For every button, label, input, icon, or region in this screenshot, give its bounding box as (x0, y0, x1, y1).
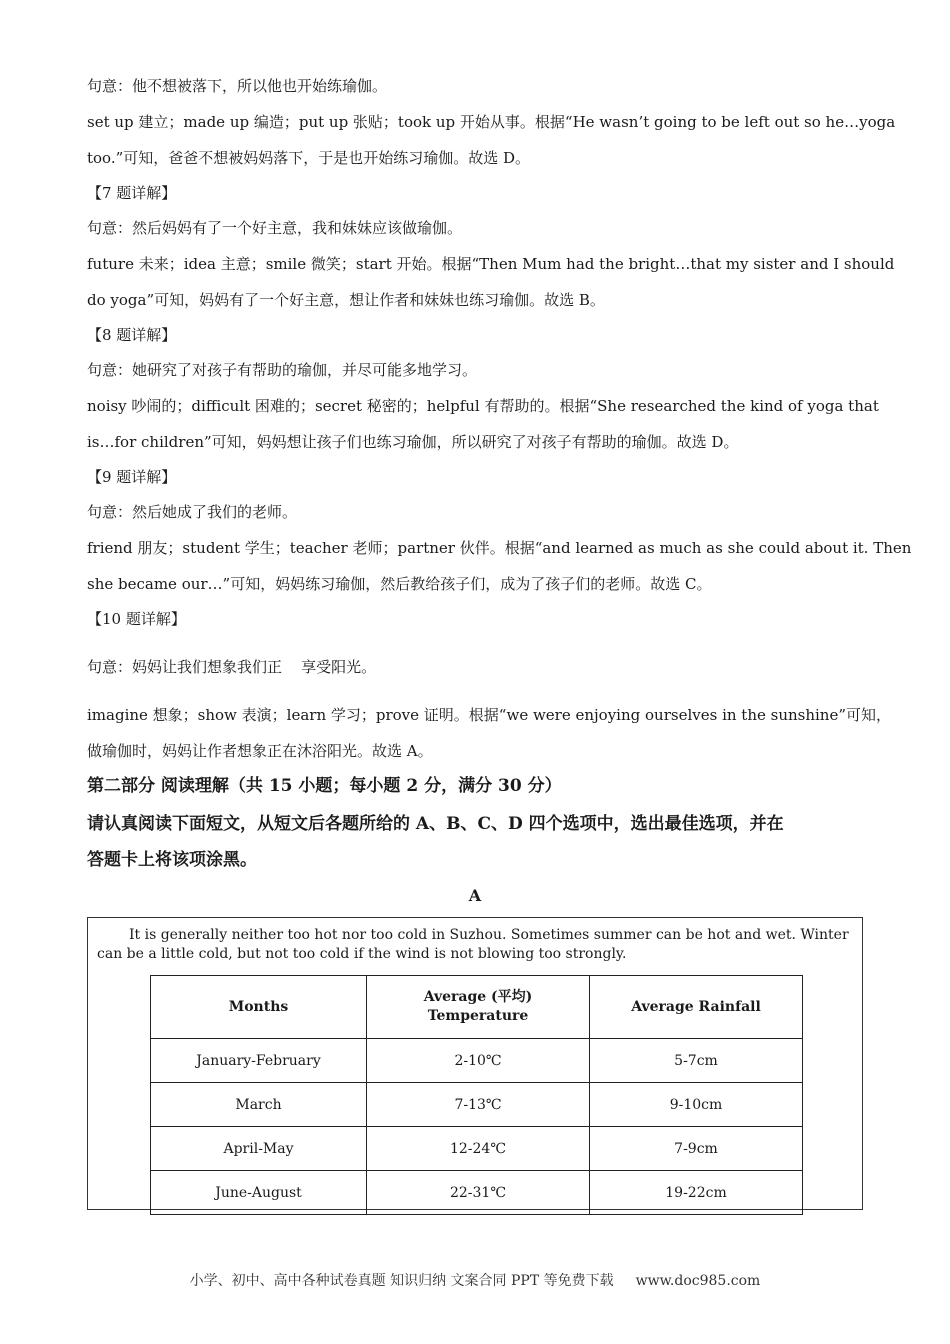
explanation-line: 句意：她研究了对孩子有帮助的瑜伽，并尽可能多地学习。 (87, 361, 478, 379)
section-instruction: 答题卡上将该项涂黑。 (87, 850, 257, 870)
table-row (151, 1171, 803, 1215)
explanation-line: set up 建立；made up 编造；put up 张贴；took up 开始从事。根据“He wasn’t going to be left out so he…yoga (87, 113, 896, 131)
header-months: Months (151, 976, 367, 1039)
cell-rainfall: 9-10cm (590, 1083, 803, 1127)
table-row (151, 1083, 803, 1127)
question-heading-8: 【8 题详解】 (87, 326, 177, 344)
explanation-line: 句意：然后她成了我们的老师。 (87, 503, 298, 521)
footer-site-link[interactable]: www.doc985.com (635, 1273, 761, 1289)
cell-months: March (151, 1083, 367, 1127)
explanation-line: imagine 想象；show 表演；learn 学习；prove 证明。根据“we were enjoying ourselves in the sunshine”可知， (87, 706, 892, 724)
header-rainfall: Average Rainfall (590, 976, 803, 1039)
cell-months: January-February (151, 1039, 367, 1083)
explanation-line: friend 朋友；student 学生；teacher 老师；partner 伙伴。根据“and learned as much as she could about it. Then (87, 539, 912, 557)
explanation-line: is…for children”可知，妈妈想让孩子们也练习瑜伽，所以研究了对孩子有帮助的瑜伽。故选 D。 (87, 433, 739, 451)
cell-months: June-August (151, 1171, 367, 1215)
page-footer (0, 1270, 950, 1290)
cell-temperature: 12-24℃ (367, 1127, 590, 1171)
question-heading-10: 【10 题详解】 (87, 610, 186, 628)
table-row (151, 1127, 803, 1171)
explanation-line: 句意：妈妈让我们想象我们正 享受阳光。 (87, 658, 377, 676)
header-temperature-line2: Temperature (427, 1008, 529, 1024)
explanation-line: too.”可知，爸爸不想被妈妈落下，于是也开始练习瑜伽。故选 D。 (87, 149, 531, 167)
cell-rainfall: 5-7cm (590, 1039, 803, 1083)
section-instruction: 请认真阅读下面短文，从短文后各题所给的 A、B、C、D 四个选项中，选出最佳选项，并在 (87, 814, 784, 834)
passage-intro: It is generally neither too hot nor too cold in Suzhou. Sometimes summer can be hot and wet. Winter can be a little cold, but not too cold if the wind is not blowing too strongly. (97, 927, 849, 962)
explanation-line: she became our…”可知，妈妈练习瑜伽，然后教给孩子们，成为了孩子们的老师。故选 C。 (87, 575, 712, 593)
explanation-line: do yoga”可知，妈妈有了一个好主意，想让作者和妹妹也练习瑜伽。故选 B。 (87, 291, 605, 309)
question-heading-9: 【9 题详解】 (87, 468, 177, 486)
cell-temperature: 22-31℃ (367, 1171, 590, 1215)
cell-temperature: 2-10℃ (367, 1039, 590, 1083)
question-heading-7: 【7 题详解】 (87, 184, 177, 202)
cell-rainfall: 7-9cm (590, 1127, 803, 1171)
explanation-line: 句意：他不想被落下，所以他也开始练瑜伽。 (87, 77, 388, 95)
cell-temperature: 7-13℃ (367, 1083, 590, 1127)
passage-label: A (468, 886, 482, 905)
section-title: 第二部分 阅读理解（共 15 小题；每小题 2 分，满分 30 分） (87, 776, 562, 796)
table-header-row (151, 976, 803, 1039)
header-temperature-line1: Average (平均) (423, 989, 533, 1005)
explanation-line: noisy 吵闹的；difficult 困难的；secret 秘密的；helpful 有帮助的。根据“She researched the kind of yoga that (87, 397, 879, 415)
cell-months: April-May (151, 1127, 367, 1171)
header-temperature (367, 976, 590, 1039)
cell-rainfall: 19-22cm (590, 1171, 803, 1215)
explanation-line: 做瑜伽时，妈妈让作者想象正在沐浴阳光。故选 A。 (87, 742, 433, 760)
weather-table (150, 975, 803, 1215)
explanation-line: future 未来；idea 主意；smile 微笑；start 开始。根据“Then Mum had the bright…that my sister and I should (87, 255, 895, 273)
explanation-line: 句意：然后妈妈有了一个好主意，我和妹妹应该做瑜伽。 (87, 219, 463, 237)
passage-box (87, 917, 863, 1210)
table-row (151, 1039, 803, 1083)
footer-text: 小学、初中、高中各种试卷真题 知识归纳 文案合同 PPT 等免费下载 (189, 1273, 614, 1289)
